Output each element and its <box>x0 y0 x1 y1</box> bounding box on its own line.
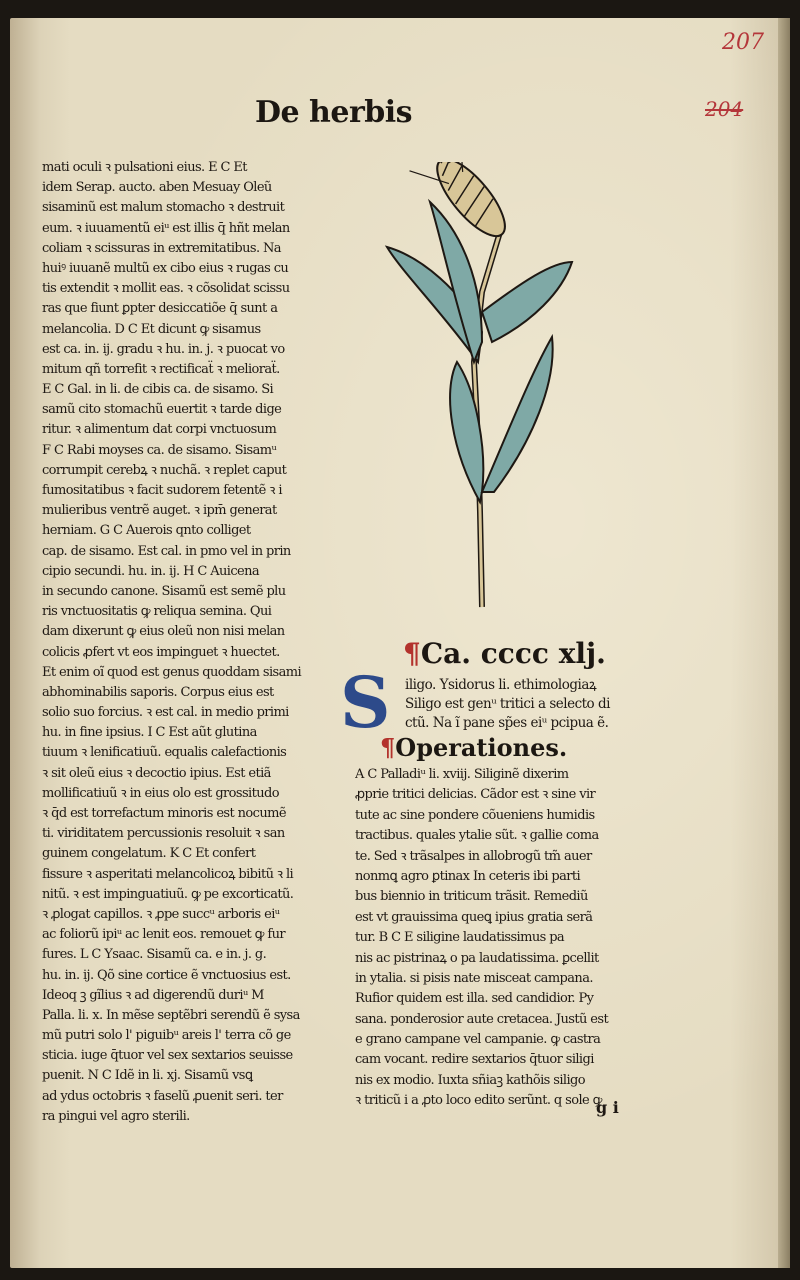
text-line: sisaminũ est malum stomacho ꝛ destruit <box>42 200 285 216</box>
text-line: eum. ꝛ iuuamentũ eiᵘ est illis q̄ hñt melan <box>42 220 290 236</box>
folio-number: 207 <box>722 30 764 55</box>
text-line: Rufior quidem est illa. sed candidior. Py <box>355 991 594 1007</box>
right-column-text <box>355 765 655 1112</box>
text-line: Palla. li. x. In mẽse septẽbri serendũ ẽ sysa <box>42 1007 300 1023</box>
text-line: nis ac pistrinaꝝ o pa laudatissima. ꝑcellit <box>355 950 599 966</box>
text-line: nonmꝗ agro ꝑtinax In ceteris ibi parti <box>355 868 581 884</box>
text-line: ꝓprie tritici delicias. Cãdor est ꝛ sine vir <box>355 787 596 803</box>
text-line: puenit. N C Idẽ in li. xj. Sisamũ vsꝗ <box>42 1068 253 1084</box>
text-line: mati oculi ꝛ pulsationi eius. E C Et <box>42 160 247 175</box>
text-line: iligo. Ysidorus li. ethimologiaꝝ <box>405 677 597 693</box>
text-line: tute ac sine pondere cõueniens humidis <box>355 807 595 823</box>
text-line: Ideoq ꝫ gĩlius ꝛ ad digerendũ duriᵘ M <box>42 987 264 1003</box>
wheat-plant-woodcut-icon <box>382 162 612 612</box>
text-line: melancolia. D C Et dicunt ꝙ sisamus <box>42 321 261 337</box>
signature-mark: g i <box>596 1098 619 1117</box>
text-line: tur. B C E siligine laudatissimus pa <box>355 930 565 946</box>
text-line: hu. in fine ipsius. I C Est aũt glutina <box>42 725 257 741</box>
text-line: idem Serap. aucto. aben Mesuay Oleũ <box>42 180 272 196</box>
text-line: cipio secundi. hu. in. ij. H C Auicena <box>42 563 260 579</box>
text-line: nitũ. ꝛ est impinguatiuũ. ꝙ pe excorticatũ. <box>42 886 294 902</box>
text-line: ras que fiunt ꝑpter desiccatiõe q̄ sunt a <box>42 301 278 317</box>
text-line: fures. L C Ysaac. Sisamũ ca. e in. j. g. <box>42 947 267 963</box>
text-line: ꝛ ꝓlogat capillos. ꝛ ꝓpe succᵘ arboris eiᵘ <box>42 906 280 922</box>
text-line: tis extendit ꝛ mollit eas. ꝛ cõsolidat scissu <box>42 281 290 297</box>
text-line: ris vnctuositatis ꝙ reliqua semina. Qui <box>42 604 272 620</box>
text-line: fissure ꝛ asperitati melancolicoꝝ bibitũ ꝛ li <box>42 866 294 882</box>
text-line: huiꝰ iuuanẽ multũ ex cibo eius ꝛ rugas cu <box>42 260 289 276</box>
text-line: E C Gal. in li. de cibis ca. de sisamo. Si <box>42 382 274 398</box>
text-line: hu. in. ij. Qõ sine cortice ẽ vnctuosius est. <box>42 967 291 983</box>
text-line: ti. viriditatem percussionis resoluit ꝛ san <box>42 826 285 842</box>
chapter-intro-text <box>405 676 645 733</box>
text-line: Et enim oĩ quod est genus quoddam sisami <box>42 664 302 680</box>
text-line: mũ putri solo l' piguibᵘ areis l' terra cõ ge <box>42 1028 291 1044</box>
text-line: abhominabilis saporis. Corpus eius est <box>42 684 274 700</box>
running-head: De herbis <box>255 95 413 130</box>
text-line: A C Palladiᵘ li. xviij. Siliginẽ dixerim <box>355 767 569 782</box>
text-line: ra pingui vel agro sterili. <box>42 1108 190 1124</box>
chapter-heading <box>403 637 606 670</box>
text-line: te. Sed ꝛ trãsalpes in allobrogũ tm̃ auer <box>355 848 592 864</box>
text-line: bus biennio in triticum trãsit. Remediũ <box>355 889 588 905</box>
text-line: sana. ponderosior aute cretacea. Justũ est <box>355 1011 609 1027</box>
text-line: samũ cito stomachũ euertit ꝛ tarde dige <box>42 402 282 418</box>
text-line: mollificatiuũ ꝛ in eius olo est grossitudo <box>42 785 279 801</box>
text-line: tiuum ꝛ lenificatiuũ. equalis calefactionis <box>42 745 287 761</box>
text-line: in secundo canone. Sisamũ est semẽ plu <box>42 583 286 599</box>
text-line: fumositatibus ꝛ facit sudorem fetentẽ ꝛ i <box>42 483 282 498</box>
operations-heading-text: Operationes. <box>395 733 568 762</box>
text-line: ꝛ sit oleũ eius ꝛ decoctio ipius. Est etiã <box>42 765 271 781</box>
text-line: sticia. iuge q̄tuor vel sex sextarios seuisse <box>42 1048 293 1064</box>
text-line: ctũ. Na ĩ pane sp̃es eiᵘ pcipua ẽ. <box>405 715 609 731</box>
text-line: ꝛ triticũ i a ꝓto loco edito serũnt. q sole ꝙ <box>355 1093 602 1109</box>
text-line: cap. de sisamo. Est cal. in pmo vel in prin <box>42 543 291 559</box>
text-line: corrumpit cerebꝝ ꝛ nuchã. ꝛ replet caput <box>42 462 287 478</box>
text-line: est vt grauissima queꝗ ipius gratia serã <box>355 909 593 925</box>
text-line: mulieribus ventrẽ auget. ꝛ ipm̄ generat <box>42 503 277 519</box>
text-line: tractibus. quales ytalie sũt. ꝛ gallie coma <box>355 828 599 844</box>
text-line: guinem congelatum. K C Et confert <box>42 846 256 862</box>
text-line: ac foliorũ ipiᵘ ac lenit eos. remouet ꝙ fur <box>42 927 285 943</box>
text-line: herniam. G C Auerois qnto colliget <box>42 523 251 539</box>
text-line: in ytalia. si pisis nate misceat campana. <box>355 970 593 986</box>
text-line: mitum qñ torrefit ꝛ rectificaẗ ꝛ melioraẗ. <box>42 361 280 377</box>
text-line: ꝛ q̄d est torrefactum minoris est nocumẽ <box>42 806 286 821</box>
text-line: ritur. ꝛ alimentum dat corpi vnctuosum <box>42 422 277 438</box>
paragraph-mark-icon: ¶ <box>380 733 396 762</box>
chapter-heading-text: Ca. cccc xlj. <box>420 637 606 670</box>
text-line: dam dixerunt ꝙ eius oleũ non nisi melan <box>42 624 285 640</box>
page-edge <box>778 18 790 1268</box>
struck-folio-number: 204 <box>705 97 744 121</box>
text-line: cam vocant. redire sextarios q̄tuor siligi <box>355 1052 594 1068</box>
text-line: coliam ꝛ scissuras in extremitatibus. Na <box>42 240 281 256</box>
paragraph-mark-icon: ¶ <box>403 637 421 670</box>
text-line: e grano campane vel campanie. ꝙ castra <box>355 1032 601 1048</box>
left-column-text <box>42 158 320 1127</box>
text-line: est ca. in. ij. gradu ꝛ hu. in. j. ꝛ puocat vo <box>42 341 285 357</box>
text-line: colicis ꝓfert vt eos impinguet ꝛ huectet. <box>42 644 280 660</box>
text-line: nis ex modio. Iuxta sñiaꝫ kathõis siligo <box>355 1072 585 1088</box>
text-line: ad ydus octobris ꝛ faselũ ꝓuenit seri. ter <box>42 1088 283 1104</box>
text-line: Siligo est genᵘ tritici a selecto di <box>405 696 610 712</box>
operations-heading <box>380 733 567 762</box>
decorated-initial-s: S <box>340 661 391 744</box>
text-line: solio suo forcius. ꝛ est cal. in medio primi <box>42 705 289 721</box>
text-line: F C Rabi moyses ca. de sisamo. Sisamᵘ <box>42 442 277 458</box>
